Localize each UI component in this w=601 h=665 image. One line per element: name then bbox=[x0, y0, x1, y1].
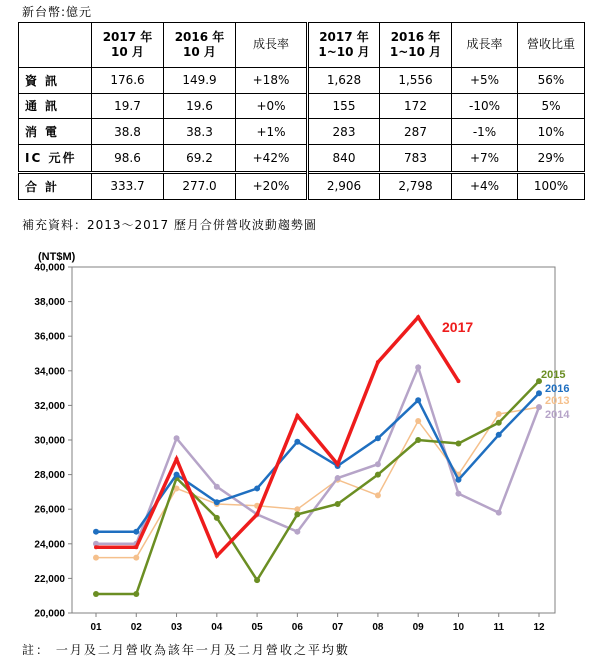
table-cell: 19.6 bbox=[164, 93, 236, 119]
data-point-2016 bbox=[133, 529, 139, 535]
y-axis-label: (NT$M) bbox=[38, 251, 76, 263]
table-cell: -10% bbox=[452, 93, 518, 119]
table-cell: +7% bbox=[452, 145, 518, 172]
x-tick-label: 03 bbox=[170, 622, 183, 633]
x-tick-label: 07 bbox=[332, 622, 344, 633]
x-tick-label: 08 bbox=[372, 622, 384, 633]
x-tick-label: 10 bbox=[452, 622, 465, 633]
data-point-2015 bbox=[294, 511, 300, 517]
table-cell: +20% bbox=[236, 172, 308, 199]
y-tick-label: 36,000 bbox=[34, 331, 65, 343]
y-tick-label: 28,000 bbox=[34, 470, 65, 482]
table-row bbox=[19, 172, 585, 199]
x-tick-label: 04 bbox=[211, 622, 223, 633]
table-row bbox=[19, 145, 585, 172]
series-label-2013: 2013 bbox=[545, 395, 570, 407]
data-point-2014 bbox=[174, 435, 180, 441]
data-point-2014 bbox=[536, 404, 542, 410]
data-point-2015 bbox=[496, 420, 502, 426]
data-point-2017 bbox=[336, 462, 340, 466]
x-tick-label: 12 bbox=[533, 622, 545, 633]
table-cell: +42% bbox=[236, 145, 308, 172]
table-row bbox=[19, 67, 585, 93]
data-point-2015 bbox=[93, 591, 99, 597]
series-label-2015: 2015 bbox=[541, 369, 566, 381]
data-point-2015 bbox=[214, 515, 220, 521]
data-point-2013 bbox=[133, 555, 139, 561]
table-cell: +5% bbox=[452, 67, 518, 93]
data-point-2017 bbox=[94, 545, 98, 549]
table-cell: +1% bbox=[236, 119, 308, 145]
y-tick-label: 30,000 bbox=[34, 435, 65, 447]
data-point-2015 bbox=[415, 437, 421, 443]
row-label: 消電 bbox=[19, 119, 92, 145]
table-cell: 155 bbox=[308, 93, 380, 119]
footnote: 註： 一月及二月營收為該年一月及二月營收之平均數 bbox=[22, 643, 350, 657]
y-tick-label: 40,000 bbox=[34, 262, 65, 274]
table-cell: 2,798 bbox=[380, 172, 452, 199]
table-header-cell: 2016 年 1~10 月 bbox=[380, 23, 452, 68]
row-label: 合計 bbox=[19, 172, 92, 199]
x-tick-label: 01 bbox=[90, 622, 102, 633]
table-cell: 1,628 bbox=[308, 67, 380, 93]
row-label: 通訊 bbox=[19, 93, 92, 119]
data-point-2013 bbox=[294, 506, 300, 512]
data-point-2017 bbox=[215, 554, 219, 558]
data-point-2014 bbox=[415, 364, 421, 370]
x-tick-label: 09 bbox=[412, 622, 424, 633]
table-cell: +18% bbox=[236, 67, 308, 93]
table-cell: 149.9 bbox=[164, 67, 236, 93]
table-cell: 840 bbox=[308, 145, 380, 172]
table-cell: 100% bbox=[518, 172, 585, 199]
data-point-2016 bbox=[294, 439, 300, 445]
data-point-2013 bbox=[496, 411, 502, 417]
y-tick-label: 34,000 bbox=[34, 366, 65, 378]
y-tick-label: 20,000 bbox=[34, 608, 65, 620]
table-cell: 5% bbox=[518, 93, 585, 119]
table-cell: 1,556 bbox=[380, 67, 452, 93]
row-label: IC 元件 bbox=[19, 145, 92, 172]
x-tick-label: 02 bbox=[130, 622, 142, 633]
y-tick-label: 26,000 bbox=[34, 504, 65, 516]
data-point-2017 bbox=[295, 414, 299, 418]
table-header-row bbox=[19, 23, 585, 68]
series-label-2014: 2014 bbox=[545, 409, 570, 421]
table-cell: 283 bbox=[308, 119, 380, 145]
x-tick-label: 05 bbox=[251, 622, 263, 633]
revenue-table bbox=[18, 22, 585, 200]
data-point-2016 bbox=[254, 485, 260, 491]
unit-note: 新台幣:億元 bbox=[22, 5, 93, 19]
row-label: 資訊 bbox=[19, 67, 92, 93]
table-cell: 2,906 bbox=[308, 172, 380, 199]
data-point-2014 bbox=[496, 510, 502, 516]
data-point-2013 bbox=[93, 555, 99, 561]
data-point-2016 bbox=[174, 472, 180, 478]
data-point-2016 bbox=[375, 435, 381, 441]
y-tick-label: 22,000 bbox=[34, 573, 65, 585]
table-cell: -1% bbox=[452, 119, 518, 145]
series-label-2017: 2017 bbox=[442, 319, 474, 335]
data-point-2016 bbox=[214, 499, 220, 505]
y-tick-label: 32,000 bbox=[34, 400, 65, 412]
y-tick-label: 38,000 bbox=[34, 297, 65, 309]
x-tick-label: 06 bbox=[291, 622, 303, 633]
table-cell: 783 bbox=[380, 145, 452, 172]
data-point-2015 bbox=[335, 501, 341, 507]
table-header-cell: 成長率 bbox=[452, 23, 518, 68]
data-point-2015 bbox=[455, 440, 461, 446]
data-point-2017 bbox=[416, 315, 420, 319]
data-point-2013 bbox=[375, 492, 381, 498]
table-cell: 19.7 bbox=[92, 93, 164, 119]
data-point-2015 bbox=[375, 472, 381, 478]
table-header-cell bbox=[19, 23, 92, 68]
table-cell: 69.2 bbox=[164, 145, 236, 172]
series-line-2017 bbox=[96, 317, 458, 556]
data-point-2015 bbox=[133, 591, 139, 597]
series-line-2013 bbox=[96, 407, 539, 558]
data-point-2016 bbox=[496, 432, 502, 438]
table-header-cell: 2017 年 10 月 bbox=[92, 23, 164, 68]
table-cell: 333.7 bbox=[92, 172, 164, 199]
plot-area bbox=[72, 267, 555, 613]
series-line-2016 bbox=[96, 393, 539, 531]
table-header-cell: 2017 年 1~10 月 bbox=[308, 23, 380, 68]
table-header-cell: 營收比重 bbox=[518, 23, 585, 68]
table-cell: 287 bbox=[380, 119, 452, 145]
table-row bbox=[19, 119, 585, 145]
data-point-2014 bbox=[335, 475, 341, 481]
data-point-2014 bbox=[294, 529, 300, 535]
data-point-2016 bbox=[455, 477, 461, 483]
series-label-2016: 2016 bbox=[545, 383, 570, 395]
revenue-trend-chart bbox=[0, 240, 601, 635]
table-cell: 29% bbox=[518, 145, 585, 172]
data-point-2014 bbox=[375, 461, 381, 467]
data-point-2017 bbox=[175, 457, 179, 461]
chart-caption: 補充資料：2013～2017 歷月合併營收波動趨勢圖 bbox=[22, 218, 317, 232]
table-cell: 176.6 bbox=[92, 67, 164, 93]
table-cell: +4% bbox=[452, 172, 518, 199]
table-cell: 38.8 bbox=[92, 119, 164, 145]
table-cell: 98.6 bbox=[92, 145, 164, 172]
data-point-2013 bbox=[415, 418, 421, 424]
table-cell: 172 bbox=[380, 93, 452, 119]
table-cell: +0% bbox=[236, 93, 308, 119]
table-cell: 38.3 bbox=[164, 119, 236, 145]
y-tick-label: 24,000 bbox=[34, 539, 65, 551]
data-point-2014 bbox=[214, 484, 220, 490]
data-point-2015 bbox=[254, 577, 260, 583]
table-header-cell: 2016 年 10 月 bbox=[164, 23, 236, 68]
table-cell: 277.0 bbox=[164, 172, 236, 199]
data-point-2014 bbox=[455, 491, 461, 497]
data-point-2016 bbox=[415, 397, 421, 403]
x-tick-label: 11 bbox=[493, 622, 505, 633]
data-point-2016 bbox=[93, 529, 99, 535]
data-point-2016 bbox=[536, 390, 542, 396]
table-cell: 56% bbox=[518, 67, 585, 93]
table-row bbox=[19, 93, 585, 119]
data-point-2017 bbox=[255, 512, 259, 516]
data-point-2017 bbox=[134, 545, 138, 549]
table-header-cell: 成長率 bbox=[236, 23, 308, 68]
data-point-2017 bbox=[456, 379, 460, 383]
data-point-2017 bbox=[376, 360, 380, 364]
table-cell: 10% bbox=[518, 119, 585, 145]
